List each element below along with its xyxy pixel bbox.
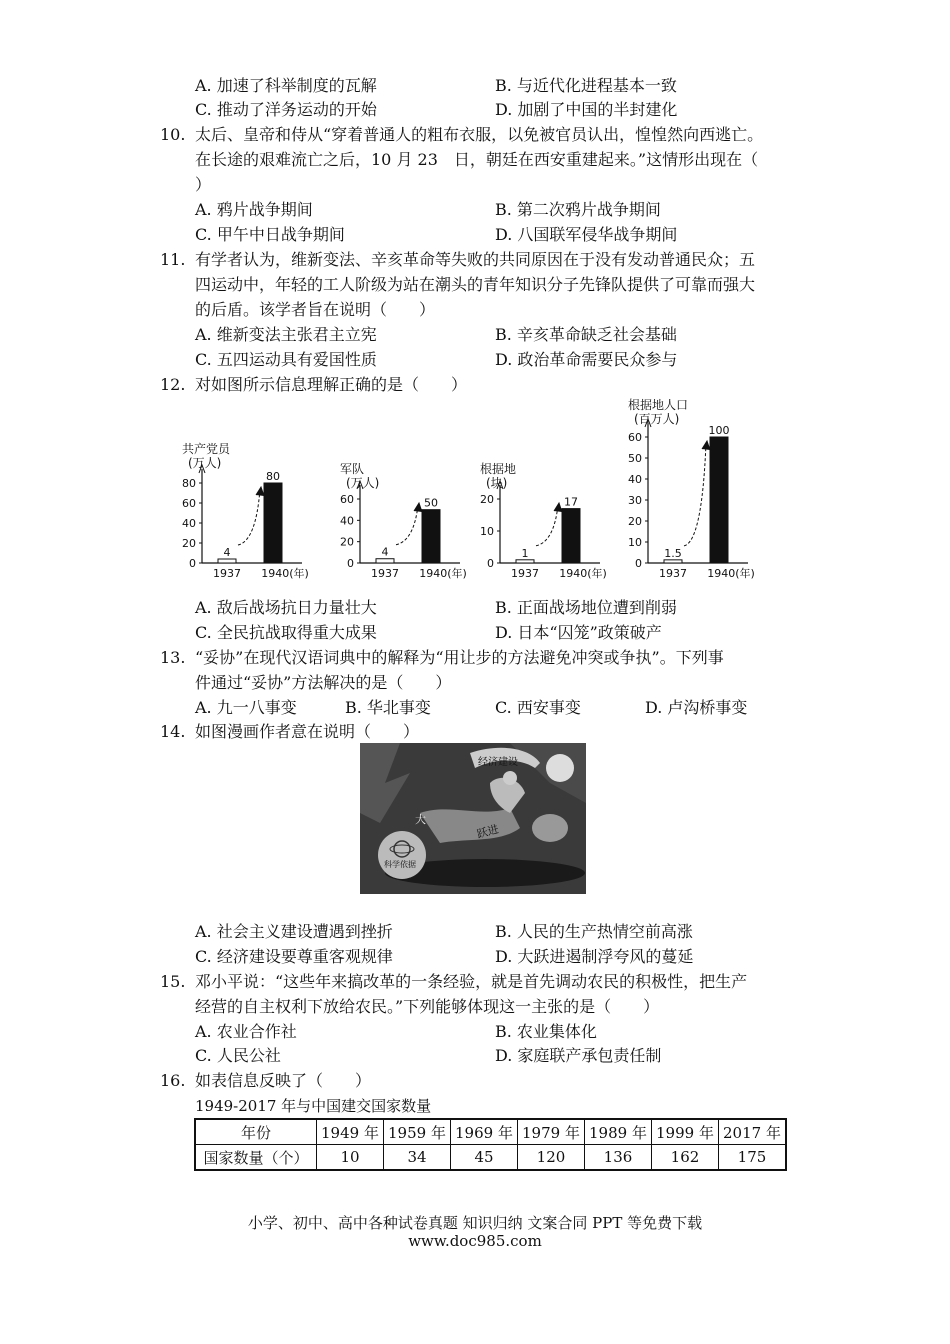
q10-option-b: B. 第二次鸦片战争期间 xyxy=(495,200,661,219)
q10-stem-line2: 在长途的艰难流亡之后，10 月 23 日，朝廷在西安重建起来。”这情形出现在（ xyxy=(195,150,759,169)
q10-stem-line1: 太后、皇帝和侍从“穿着普通人的粗布衣服，以免被官员认出，惶惶然向西逃亡。 xyxy=(195,125,764,144)
q14-number: 14. xyxy=(160,722,186,741)
table-cell: 国家数量（个） xyxy=(195,1145,317,1171)
q15-option-b: B. 农业集体化 xyxy=(495,1022,597,1041)
chart-bar xyxy=(664,560,682,563)
chart-x-tick-label: 1937 xyxy=(213,567,241,580)
table-cell: 1949 年 xyxy=(317,1119,384,1145)
chart-bar xyxy=(422,510,440,563)
chart-ylabel: 共产党员 xyxy=(182,442,231,456)
chart-arrowhead xyxy=(702,441,710,450)
q15-option-c: C. 人民公社 xyxy=(195,1046,281,1065)
cartoon-text-da: 大 xyxy=(415,813,426,826)
table-cell: 162 xyxy=(652,1145,719,1171)
q15-option-a: A. 农业合作社 xyxy=(195,1022,297,1041)
chart-x-tick-label: 1937 xyxy=(659,567,687,580)
q11-stem-line1: 有学者认为，维新变法、辛亥革命等失败的共同原因在于没有发动普通民众；五 xyxy=(195,250,756,269)
chart-tick-label: 10 xyxy=(480,525,494,538)
table-cell: 136 xyxy=(585,1145,652,1171)
table-cell: 年份 xyxy=(195,1119,317,1145)
chart-x-tick-label: 1940(年) xyxy=(419,567,467,580)
chart-data-label: 4 xyxy=(223,546,231,559)
chart-unit: (百万人) xyxy=(634,412,680,426)
footer-text: 小学、初中、高中各种试卷真题 知识归纳 文案合同 PPT 等免费下载 xyxy=(247,1214,703,1232)
q12-option-b: B. 正面战场地位遭到削弱 xyxy=(495,598,677,617)
q13-option-b: B. 华北事变 xyxy=(345,698,431,717)
q10-number: 10. xyxy=(160,125,186,144)
chart-data-label: 1 xyxy=(521,546,529,560)
q11-number: 11. xyxy=(160,250,186,269)
chart-tick-label: 20 xyxy=(182,537,196,550)
footer-url: www.doc985.com xyxy=(408,1232,542,1250)
q14-option-b: B. 人民的生产热情空前高涨 xyxy=(495,922,693,941)
chart-tick-label: 40 xyxy=(340,514,354,528)
q10-option-c: C. 甲午中日战争期间 xyxy=(195,225,345,244)
q12-number: 12. xyxy=(160,375,186,394)
chart-arrowhead xyxy=(554,503,562,512)
chart-data-label: 80 xyxy=(266,470,280,483)
chart-tick-label: 60 xyxy=(628,431,642,444)
chart-tick-label: 20 xyxy=(340,535,354,549)
q16-number: 16. xyxy=(160,1071,186,1090)
chart-ylabel: 根据地人口 xyxy=(628,398,689,412)
q14-option-d: D. 大跃进遏制浮夸风的蔓延 xyxy=(495,947,694,966)
chart-bar xyxy=(516,560,534,563)
chart-tick-label: 40 xyxy=(182,517,196,530)
q10-stem-line3: ） xyxy=(195,175,212,194)
q13-number: 13. xyxy=(160,648,186,667)
chart-trend-arrow xyxy=(684,443,706,546)
chart-trend-arrow xyxy=(536,505,558,546)
table-cell: 120 xyxy=(518,1145,585,1171)
chart-ylabel: 军队 xyxy=(340,462,365,476)
q10-option-d: D. 八国联军侵华战争期间 xyxy=(495,225,678,244)
chart-tick-label: 30 xyxy=(628,494,642,507)
table-cell: 1969 年 xyxy=(451,1119,518,1145)
table-header-row xyxy=(195,1119,786,1145)
chart-arrowhead xyxy=(414,503,422,512)
q15-number: 15. xyxy=(160,972,186,991)
q11-stem-line2: 四运动中，年轻的工人阶级为站在潮头的青年知识分子先锋队提供了可靠而强大 xyxy=(195,275,756,294)
q15-stem-line2: 经营的自主权利下放给农民。”下列能够体现这一主张的是（ ） xyxy=(195,997,660,1016)
chart-bar xyxy=(710,437,728,563)
chart-x-tick-label: 1937 xyxy=(511,567,539,580)
q13-stem-line2: 件通过“妥协”方法解决的是（ ） xyxy=(195,673,452,692)
table-row xyxy=(195,1145,786,1171)
q14-option-c: C. 经济建设要尊重客观规律 xyxy=(195,947,393,966)
q13-option-c: C. 西安事变 xyxy=(495,698,581,717)
chart-tick-label: 60 xyxy=(182,497,196,510)
chart-bar xyxy=(264,483,282,563)
q11-option-b: B. 辛亥革命缺乏社会基础 xyxy=(495,325,677,344)
table-cell: 1989 年 xyxy=(585,1119,652,1145)
q11-option-d: D. 政治革命需要民众参与 xyxy=(495,350,678,369)
q15-stem-line1: 邓小平说：“这些年来搞改革的一条经验，就是首先调动农民的积极性，把生产 xyxy=(195,972,748,991)
q10-option-a: A. 鸦片战争期间 xyxy=(195,200,313,219)
table-cell: 45 xyxy=(451,1145,518,1171)
q12-option-d: D. 日本“囚笼”政策破产 xyxy=(495,623,662,642)
q9-option-c: C. 推动了洋务运动的开始 xyxy=(195,100,377,119)
q13-stem-line1: “妥协”在现代汉语词典中的解释为“用让步的方法避免冲突或争执”。下列事 xyxy=(195,648,724,667)
cartoon-text-yuejin: 跃进 xyxy=(475,822,501,841)
q12-stem: 对如图所示信息理解正确的是（ ） xyxy=(195,375,468,394)
chart-data-label: 1.5 xyxy=(664,546,682,560)
chart-tick-label: 20 xyxy=(628,515,642,528)
chart-x-tick-label: 1940(年) xyxy=(261,567,309,580)
q11-option-c: C. 五四运动具有爱国性质 xyxy=(195,350,377,369)
table-cell: 34 xyxy=(384,1145,451,1171)
chart-data-label: 100 xyxy=(708,424,730,437)
chart-tick-label: 80 xyxy=(182,477,196,490)
q16-table-caption: 1949-2017 年与中国建交国家数量 xyxy=(195,1097,432,1115)
q16-stem: 如表信息反映了（ ） xyxy=(195,1071,372,1090)
chart-unit: (万人) xyxy=(346,476,380,490)
chart-data-label: 4 xyxy=(381,545,389,559)
chart-tick-label: 0 xyxy=(347,557,354,570)
chart-trend-arrow xyxy=(238,489,260,545)
chart-data-label: 17 xyxy=(564,495,578,509)
cartoon-text-science: 科学依据 xyxy=(384,860,416,869)
chart-tick-label: 50 xyxy=(628,452,642,465)
chart-arrowhead xyxy=(256,487,264,496)
q14-cartoon xyxy=(360,743,586,894)
q9-option-d: D. 加剧了中国的半封建化 xyxy=(495,100,678,119)
q13-option-a: A. 九一八事变 xyxy=(195,698,297,717)
q9-option-b: B. 与近代化进程基本一致 xyxy=(495,76,677,95)
q11-stem-line3: 的后盾。该学者旨在说明（ ） xyxy=(195,300,436,319)
chart-bar xyxy=(562,509,580,563)
chart-x-tick-label: 1940(年) xyxy=(559,567,607,580)
chart-tick-label: 20 xyxy=(480,493,494,506)
chart-data-label: 50 xyxy=(424,496,438,510)
table-cell: 2017 年 xyxy=(719,1119,787,1145)
q12-option-a: A. 敌后战场抗日力量壮大 xyxy=(195,598,377,617)
chart-x-tick-label: 1940(年) xyxy=(707,567,755,580)
q11-option-a: A. 维新变法主张君主立宪 xyxy=(195,325,377,344)
chart-tick-label: 10 xyxy=(628,536,642,549)
chart-ylabel: 根据地 xyxy=(480,462,517,476)
q16-table xyxy=(194,1118,787,1171)
chart-tick-label: 0 xyxy=(635,557,642,570)
chart-tick-label: 40 xyxy=(628,473,642,486)
chart-tick-label: 60 xyxy=(340,493,354,506)
chart-unit: (万人) xyxy=(188,456,222,470)
chart-bar xyxy=(218,559,236,563)
cartoon-banner-text: 经济建设 xyxy=(478,757,518,768)
table-cell: 175 xyxy=(719,1145,787,1171)
q13-option-d: D. 卢沟桥事变 xyxy=(645,698,748,717)
q12-bar-charts xyxy=(170,395,790,590)
q12-option-c: C. 全民抗战取得重大成果 xyxy=(195,623,377,642)
chart-tick-label: 0 xyxy=(487,557,494,570)
table-cell: 1959 年 xyxy=(384,1119,451,1145)
chart-unit: (块) xyxy=(486,476,508,490)
q14-option-a: A. 社会主义建设遭遇到挫折 xyxy=(195,922,393,941)
table-cell: 1999 年 xyxy=(652,1119,719,1145)
chart-bar xyxy=(376,559,394,563)
table-cell: 10 xyxy=(317,1145,384,1171)
chart-x-tick-label: 1937 xyxy=(371,567,399,580)
q9-option-a: A. 加速了科举制度的瓦解 xyxy=(195,76,377,95)
table-cell: 1979 年 xyxy=(518,1119,585,1145)
q15-option-d: D. 家庭联产承包责任制 xyxy=(495,1046,662,1065)
q14-stem: 如图漫画作者意在说明（ ） xyxy=(195,722,420,741)
chart-tick-label: 0 xyxy=(189,557,196,570)
